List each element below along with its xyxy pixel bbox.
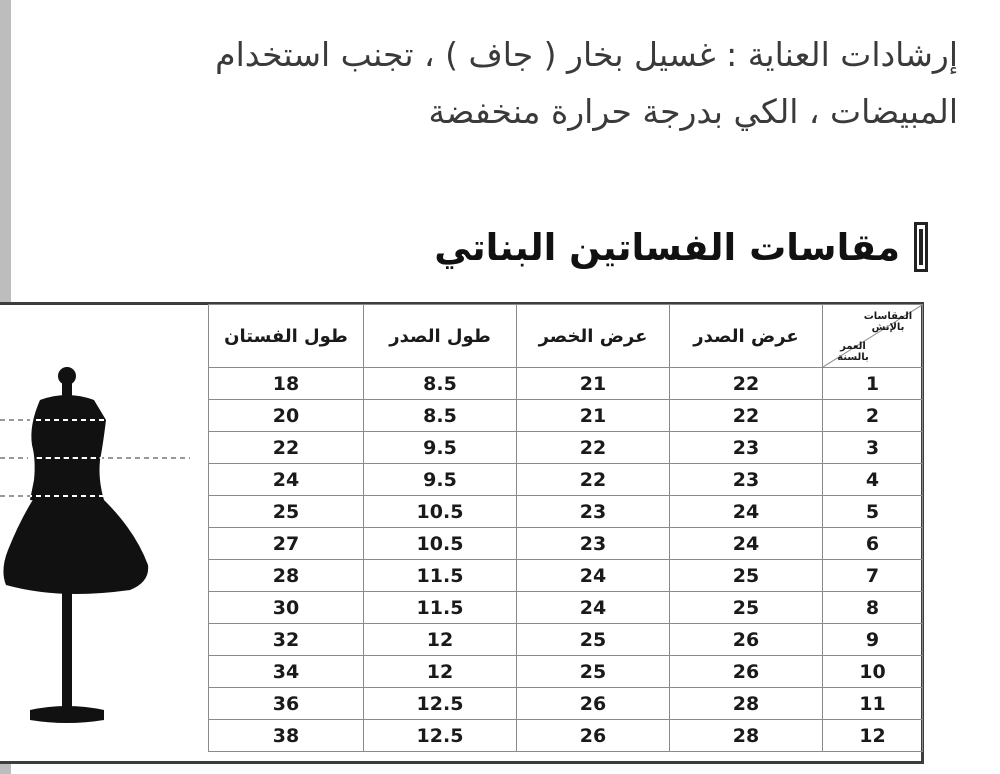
measure-cell: 27 [209,528,364,560]
measure-cell: 28 [670,688,823,720]
measure-cell: 32 [209,624,364,656]
age-cell: 6 [823,528,923,560]
column-header: طول الصدر [364,305,517,368]
measure-cell: 26 [517,720,670,752]
size-table [208,304,923,752]
table-row [209,560,923,592]
care-line-1: إرشادات العناية : غسيل بخار ( جاف ) ، تجنب استخدام [215,35,958,74]
measure-cell: 28 [209,560,364,592]
measure-cell: 24 [517,560,670,592]
table-row [209,656,923,688]
age-cell: 4 [823,464,923,496]
measure-cell: 24 [517,592,670,624]
measure-cell: 11.5 [364,560,517,592]
measure-cell: 22 [517,432,670,464]
measure-cell: 23 [670,464,823,496]
measure-cell: 11.5 [364,592,517,624]
corner-top-label: المقاسات بالإنش [863,311,913,333]
measure-cell: 25 [209,496,364,528]
page-title: مقاسات الفساتين البناتي [434,225,900,269]
table-row [209,720,923,752]
measure-cell: 23 [517,528,670,560]
table-row [209,368,923,400]
column-header: عرض الخصر [517,305,670,368]
measure-cell: 9.5 [364,432,517,464]
measure-cell: 26 [517,688,670,720]
table-row [209,624,923,656]
age-cell: 8 [823,592,923,624]
measure-cell: 34 [209,656,364,688]
measure-cell: 23 [670,432,823,464]
measure-cell: 12.5 [364,720,517,752]
measure-cell: 36 [209,688,364,720]
measure-cell: 26 [670,656,823,688]
measure-cell: 22 [670,368,823,400]
measure-cell: 30 [209,592,364,624]
measure-cell: 22 [517,464,670,496]
measure-cell: 26 [670,624,823,656]
measure-cell: 24 [670,496,823,528]
measure-cell: 12.5 [364,688,517,720]
measure-cell: 38 [209,720,364,752]
section-heading [434,222,928,272]
measure-cell: 20 [209,400,364,432]
table-row [209,592,923,624]
table-row [209,400,923,432]
measure-cell: 18 [209,368,364,400]
measure-cell: 10.5 [364,528,517,560]
table-row [209,496,923,528]
measure-cell: 25 [670,592,823,624]
measure-cell: 28 [670,720,823,752]
measure-cell: 12 [364,624,517,656]
measure-cell: 10.5 [364,496,517,528]
table-row [209,464,923,496]
table-row [209,688,923,720]
measure-cell: 24 [209,464,364,496]
column-header: عرض الصدر [670,305,823,368]
dress-form-icon [0,360,200,740]
measure-cell: 21 [517,400,670,432]
table-row [209,432,923,464]
age-cell: 11 [823,688,923,720]
measure-cell: 8.5 [364,368,517,400]
care-line-2: المبيضات ، الكي بدرجة حرارة منخفضة [428,92,958,131]
age-cell: 5 [823,496,923,528]
measure-cell: 22 [209,432,364,464]
heading-bar-icon [914,222,928,272]
measure-cell: 25 [517,656,670,688]
measure-cell: 12 [364,656,517,688]
corner-header-cell [823,305,923,368]
corner-bottom-label: العمر بالسنة [837,341,869,363]
care-instructions [118,26,958,140]
measure-cell: 25 [517,624,670,656]
table-row [209,528,923,560]
age-cell: 3 [823,432,923,464]
age-cell: 1 [823,368,923,400]
measure-cell: 8.5 [364,400,517,432]
age-cell: 7 [823,560,923,592]
measure-cell: 24 [670,528,823,560]
measure-cell: 21 [517,368,670,400]
age-cell: 9 [823,624,923,656]
table-header-row [209,305,923,368]
measure-cell: 25 [670,560,823,592]
measure-cell: 22 [670,400,823,432]
age-cell: 12 [823,720,923,752]
measure-cell: 9.5 [364,464,517,496]
age-cell: 2 [823,400,923,432]
column-header: طول الفستان [209,305,364,368]
age-cell: 10 [823,656,923,688]
measure-cell: 23 [517,496,670,528]
